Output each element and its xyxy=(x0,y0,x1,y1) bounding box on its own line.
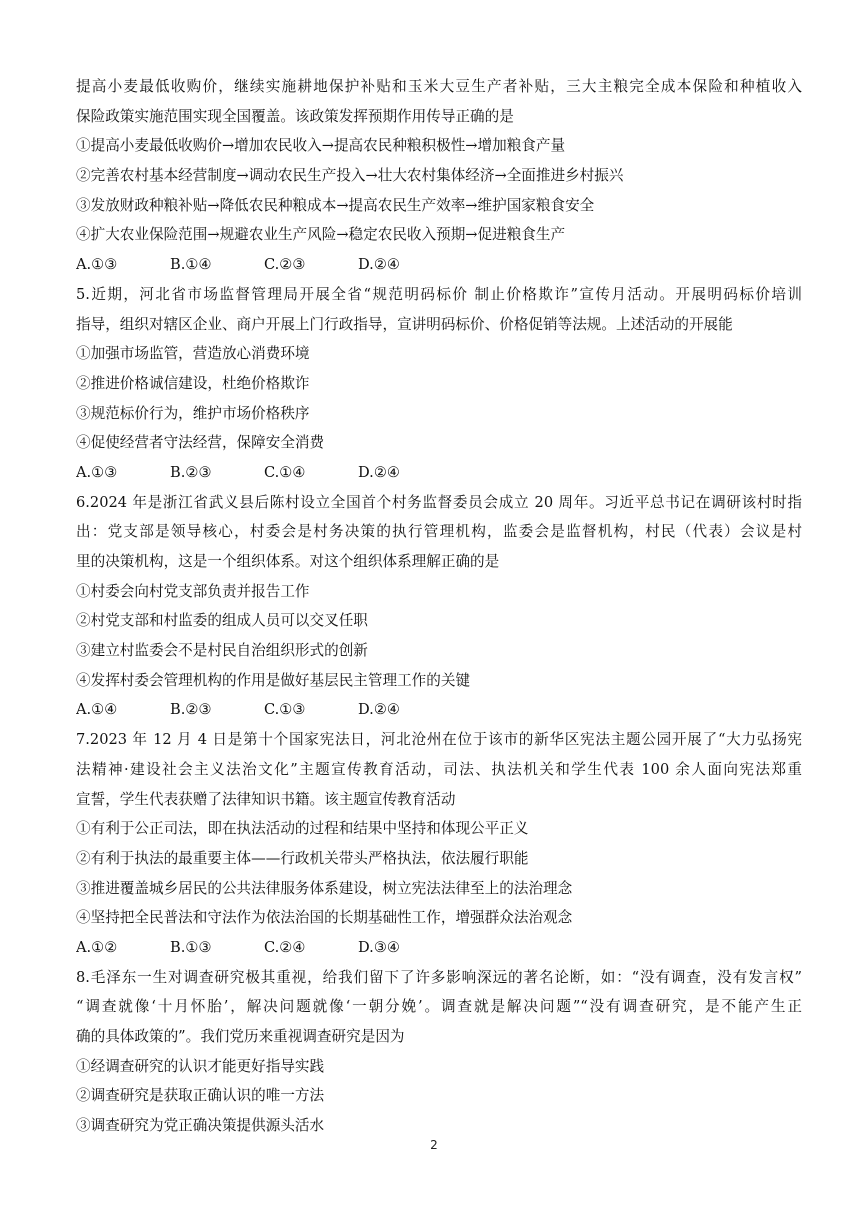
text-line: 指导，组织对辖区企业、商户开展上门行政指导，宣讲明码标价、价格促销等法规。上述活动的开展能 xyxy=(76,315,733,333)
text-line: 保险政策实施范围实现全国覆盖。该政策发挥预期作用传导正确的是 xyxy=(76,107,514,125)
text-line: ②有利于执法的最重要主体——行政机关带头严格执法，依法履行职能 xyxy=(76,849,529,867)
text-line: ①提高小麦最低收购价→增加农民收入→提高农民种粮积极性→增加粮食产量 xyxy=(76,137,566,155)
answer-option: D.②④ xyxy=(358,256,400,274)
text-line: ③规范标价行为，维护市场价格秩序 xyxy=(76,404,310,422)
text-line: 法精神·建设社会主义法治文化”主题宣传教育活动，司法、执法机关和学生代表 100 余人面向宪法郑重 xyxy=(76,760,802,778)
text-line: “调查就像‘十月怀胎’，解决问题就像‘一朝分娩’。调查就是解决问题”“没有调查研究，是不能产生正 xyxy=(76,998,802,1016)
text-line: ④坚持把全民普法和守法作为依法治国的长期基础性工作，增强群众法治观念 xyxy=(76,909,573,927)
answer-options xyxy=(76,933,802,963)
answer-option: B.①③ xyxy=(170,938,212,956)
text-line: ②完善农村基本经营制度→调动农民生产投入→壮大农村集体经济→全面推进乡村振兴 xyxy=(76,167,624,185)
text-line: 宣誓，学生代表获赠了法律知识书籍。该主题宣传教育活动 xyxy=(76,790,456,808)
answer-option: D.②④ xyxy=(358,463,400,481)
text-line: ①村委会向村党支部负责并报告工作 xyxy=(76,582,310,600)
text-line: ①经调查研究的认识才能更好指导实践 xyxy=(76,1057,325,1075)
text-line: 5.近期，河北省市场监督管理局开展全省“规范明码标价 制止价格欺诈”宣传月活动。开展明码标价培训 xyxy=(76,285,802,303)
page-number: 2 xyxy=(430,1138,438,1152)
answer-option: A.①④ xyxy=(76,701,118,719)
page-content xyxy=(76,72,802,1141)
answer-options xyxy=(76,250,802,280)
answer-option: B.②③ xyxy=(170,701,212,719)
answer-option: C.①④ xyxy=(264,463,306,481)
text-line: 里的决策机构，这是一个组织体系。对这个组织体系理解正确的是 xyxy=(76,553,500,570)
answer-option: C.②③ xyxy=(264,256,306,274)
answer-option: A.①② xyxy=(76,938,118,956)
text-line: 8.毛泽东一生对调查研究极其重视，给我们留下了许多影响深远的著名论断，如：“没有调查，没有发言权” xyxy=(76,968,802,986)
answer-option: A.①③ xyxy=(76,256,118,274)
text-line: 6.2024 年是浙江省武义县后陈村设立全国首个村务监督委员会成立 20 周年。习近平总书记在调研该村时指 xyxy=(76,493,802,511)
answer-option: C.②④ xyxy=(264,938,306,956)
answer-option: D.②④ xyxy=(358,701,400,719)
text-line: ①有利于公正司法，即在执法活动的过程和结果中坚持和体现公平正义 xyxy=(76,820,529,838)
answer-option: B.①④ xyxy=(170,256,212,274)
text-line: ④扩大农业保险范围→规避农业生产风险→稳定农民收入预期→促进粮食生产 xyxy=(76,226,566,244)
text-line: 确的具体政策的”。我们党历来重视调查研究是因为 xyxy=(76,1028,405,1045)
text-line: ④促使经营者守法经营，保障安全消费 xyxy=(76,434,325,452)
text-line: ②推进价格诚信建设，杜绝价格欺诈 xyxy=(76,374,310,392)
answer-option: B.②③ xyxy=(170,463,212,481)
answer-option: C.①③ xyxy=(264,701,306,719)
text-line: ④发挥村委会管理机构的作用是做好基层民主管理工作的关键 xyxy=(76,671,471,689)
answer-option: A.①③ xyxy=(76,463,118,481)
text-line: 7.2023 年 12 月 4 日是第十个国家宪法日，河北沧州在位于该市的新华区宪法主题公园开展了“大力弘扬宪 xyxy=(76,731,802,749)
text-line: ③建立村监委会不是村民自治组织形式的创新 xyxy=(76,642,368,660)
answer-options xyxy=(76,695,802,725)
text-line: ①加强市场监管，营造放心消费环境 xyxy=(76,345,310,363)
text-line: ②调查研究是获取正确认识的唯一方法 xyxy=(76,1087,325,1105)
text-line: ③调查研究为党正确决策提供源头活水 xyxy=(76,1117,325,1135)
text-line: ③发放财政种粮补贴→降低农民种粮成本→提高农民生产效率→维护国家粮食安全 xyxy=(76,196,595,214)
text-line: ③推进覆盖城乡居民的公共法律服务体系建设，树立宪法法律至上的法治理念 xyxy=(76,879,573,897)
text-line: ②村党支部和村监委的组成人员可以交叉任职 xyxy=(76,612,368,630)
answer-option: D.③④ xyxy=(358,938,400,956)
text-line: 出：党支部是领导核心，村委会是村务决策的执行管理机构，监委会是监督机构，村民（代表）会议是村 xyxy=(76,523,802,541)
answer-options xyxy=(76,458,802,488)
text-line: 提高小麦最低收购价，继续实施耕地保护补贴和玉米大豆生产者补贴，三大主粮完全成本保险和种植收入 xyxy=(76,78,802,95)
